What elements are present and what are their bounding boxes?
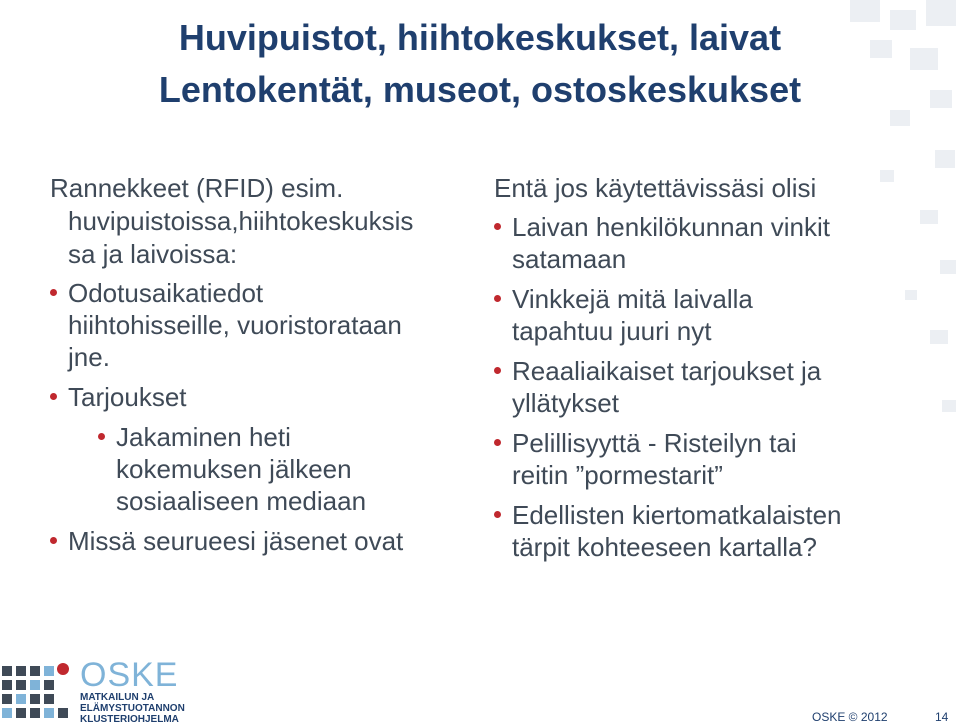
bullet-icon bbox=[494, 511, 501, 518]
left-column bbox=[50, 172, 470, 565]
left-bullet-1 bbox=[50, 277, 470, 373]
right-bullet-1 bbox=[494, 211, 924, 275]
right-bullet-4-line-1: Pelillisyyttä - Risteilyn tai bbox=[512, 428, 797, 458]
right-bullet-5-line-2: tärpit kohteeseen kartalla? bbox=[512, 532, 817, 562]
right-bullet-5 bbox=[494, 499, 924, 563]
bullet-icon bbox=[98, 433, 105, 440]
bullet-icon bbox=[50, 289, 57, 296]
left-bullet-1-line-1: Odotusaikatiedot bbox=[68, 278, 264, 308]
logo-subtitle-line-1: MATKAILUN JA bbox=[80, 692, 155, 703]
page-number: 14 bbox=[935, 710, 949, 724]
bullet-icon bbox=[494, 439, 501, 446]
right-heading: Entä jos käytettävissäsi olisi bbox=[494, 173, 817, 203]
right-bullet-5-line-1: Edellisten kiertomatkalaisten bbox=[512, 500, 842, 530]
right-bullet-2-line-2: tapahtuu juuri nyt bbox=[512, 316, 712, 346]
bullet-icon bbox=[494, 367, 501, 374]
right-bullet-3-line-2: yllätykset bbox=[512, 388, 619, 418]
right-bullet-3-line-1: Reaaliaikaiset tarjoukset ja bbox=[512, 356, 822, 386]
right-bullet-2-line-1: Vinkkejä mitä laivalla bbox=[512, 284, 753, 314]
bullet-icon bbox=[50, 393, 57, 400]
right-bullet-4 bbox=[494, 427, 924, 491]
right-bullet-1-line-1: Laivan henkilökunnan vinkit bbox=[512, 212, 830, 242]
bullet-icon bbox=[494, 223, 501, 230]
left-sub-bullet-1-line-1: Jakaminen heti bbox=[116, 422, 291, 452]
left-bullet-2 bbox=[50, 381, 470, 413]
left-sub-bullet-1 bbox=[50, 421, 470, 517]
logo-subtitle bbox=[80, 692, 185, 725]
title-line-2: Lentokentät, museot, ostoskeskukset bbox=[158, 69, 802, 110]
left-bullet-2-line-1: Tarjoukset bbox=[68, 382, 187, 412]
slide-title bbox=[120, 12, 840, 116]
logo-subtitle-line-2: ELÄMYSTUOTANNON bbox=[80, 703, 185, 714]
logo-wordmark: OSKE bbox=[80, 656, 179, 694]
left-bullet-3 bbox=[50, 525, 470, 557]
left-bullet-1-line-3: jne. bbox=[68, 342, 110, 372]
right-bullet-3 bbox=[494, 355, 924, 419]
right-bullet-4-line-2: reitin ”pormestarit” bbox=[512, 460, 723, 490]
logo-subtitle-line-3: KLUSTERIOHJELMA bbox=[80, 714, 179, 725]
right-bullet-2 bbox=[494, 283, 924, 347]
left-sub-bullet-1-line-3: sosiaaliseen mediaan bbox=[116, 486, 367, 516]
left-intro bbox=[50, 172, 470, 271]
bullet-icon bbox=[50, 537, 57, 544]
copyright: OSKE © 2012 bbox=[812, 710, 888, 724]
left-bullet-1-line-2: hiihtohisseille, vuoristorataan bbox=[68, 310, 402, 340]
right-bullet-1-line-2: satamaan bbox=[512, 244, 627, 274]
left-intro-line-3: sa ja laivoissa: bbox=[68, 239, 238, 269]
left-intro-line-2: huvipuistoissa,hiihtokeskuksis bbox=[68, 206, 414, 236]
left-intro-line-1: Rannekkeet (RFID) esim. bbox=[50, 173, 344, 203]
left-sub-bullet-1-line-2: kokemuksen jälkeen bbox=[116, 454, 352, 484]
bullet-icon bbox=[494, 295, 501, 302]
left-bullet-3-line-1: Missä seurueesi jäsenet ovat bbox=[68, 526, 404, 556]
right-column bbox=[494, 172, 924, 571]
title-line-1: Huvipuistot, hiihtokeskukset, laivat bbox=[178, 17, 782, 58]
